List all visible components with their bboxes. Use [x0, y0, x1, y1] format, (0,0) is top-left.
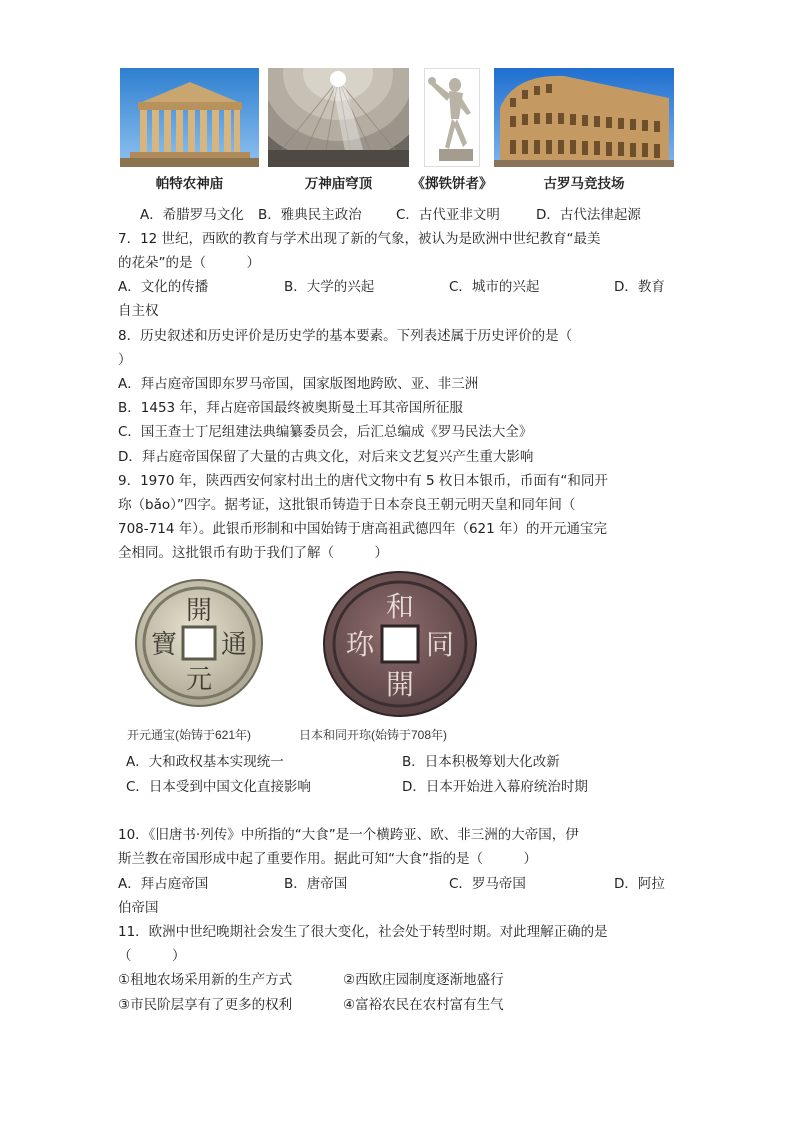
q8-stem-line-2: ） — [118, 352, 132, 368]
caption-parthenon: 帕特农神庙 — [155, 176, 224, 192]
q6-option-b: B．雅典民主政治 — [258, 207, 362, 223]
coin1-char-right: 通 — [220, 630, 248, 660]
parthenon-photo — [120, 68, 259, 167]
coin2-caption: 日本和同开珎(始铸于708年) — [299, 728, 448, 742]
q8-option-c: C．国王查士丁尼组建法典编纂委员会，后汇总编成《罗马民法大全》 — [118, 424, 533, 440]
coin1-caption: 开元通宝(始铸于621年) — [127, 728, 252, 742]
q10-stem-line-2: 斯兰教在帝国形成中起了重要作用。据此可知“大食”指的是（ ） — [118, 851, 537, 867]
q9-option-c: C．日本受到中国文化直接影响 — [126, 779, 311, 795]
q9-option-d: D．日本开始进入幕府统治时期 — [402, 779, 588, 795]
caption-discobolus: 《掷铁饼者》 — [411, 176, 493, 192]
q6-option-c: C．古代亚非文明 — [396, 207, 500, 223]
q9-stem-line-2: 珎（bǎo）”四字。据考证，这批银币铸造于日本奈良王朝元明天皇和同年间（ — [118, 497, 576, 513]
q10-option-d-wrap: 伯帝国 — [118, 900, 159, 916]
wado-kaichin-coin — [322, 570, 478, 718]
q8-stem-line-1: 8．历史叙述和历史评价是历史学的基本要素。下列表述属于历史评价的是（ — [118, 328, 573, 344]
q11-item-4: ④富裕农民在农村富有生气 — [343, 997, 504, 1013]
q11-stem-line-2: （ ） — [118, 948, 186, 964]
q10-option-b: B．唐帝国 — [284, 876, 348, 892]
q8-option-a: A．拜占庭帝国即东罗马帝国，国家版图地跨欧、亚、非三洲 — [118, 376, 479, 392]
q9-option-b: B．日本积极筹划大化改新 — [402, 754, 560, 770]
pantheon-dome-photo — [268, 68, 409, 167]
q10-option-a: A．拜占庭帝国 — [118, 876, 209, 892]
kaiyuan-tongbao-coin — [134, 578, 264, 708]
q11-item-1: ①租地农场采用新的生产方式 — [118, 972, 293, 988]
q10-stem-line-1: 10．《旧唐书·列传》中所指的“大食”是一个横跨亚、欧、非三洲的大帝国，伊 — [118, 827, 579, 843]
q7-option-d: D．教育 — [614, 279, 665, 295]
q11-stem-line-1: 11．欧洲中世纪晚期社会发生了很大变化，社会处于转型时期。对此理解正确的是 — [118, 924, 608, 940]
q7-option-b: B．大学的兴起 — [284, 279, 375, 295]
q8-option-b: B．1453 年，拜占庭帝国最终被奥斯曼土耳其帝国所征服 — [118, 400, 463, 416]
q9-option-a: A．大和政权基本实现统一 — [126, 754, 284, 770]
q7-stem-line-1: 7．12 世纪，西欧的教育与学术出现了新的气象，被认为是欧洲中世纪教育“最美 — [118, 231, 601, 247]
discobolus-photo — [424, 68, 480, 167]
q7-option-d-wrap: 自主权 — [118, 303, 159, 319]
q10-option-c: C．罗马帝国 — [449, 876, 526, 892]
q6-option-a: A．希腊罗马文化 — [140, 207, 244, 223]
q9-stem-line-4: 全相同。这批银币有助于我们了解（ ） — [118, 545, 388, 561]
coin2-char-right: 同 — [425, 628, 455, 661]
q9-stem-line-3: 708-714 年）。此银币形制和中国始铸于唐高祖武德四年（621 年）的开元通宝完 — [118, 521, 608, 537]
q6-option-d: D．古代法律起源 — [536, 207, 641, 223]
coin1-char-left: 寶 — [150, 630, 178, 660]
q11-item-3: ③市民阶层享有了更多的权利 — [118, 997, 293, 1013]
q8-option-d: D．拜占庭帝国保留了大量的古典文化，对后来文艺复兴产生重大影响 — [118, 449, 534, 465]
caption-colosseum: 古罗马竞技场 — [543, 176, 625, 192]
coin1-char-bottom: 元 — [185, 665, 213, 695]
coin1-char-top: 開 — [185, 596, 213, 626]
coin2-char-left: 珎 — [345, 628, 375, 661]
coin2-char-bottom: 開 — [385, 668, 415, 701]
q10-option-d: D．阿拉 — [614, 876, 665, 892]
q11-item-2: ②西欧庄园制度逐渐地盛行 — [343, 972, 504, 988]
colosseum-photo — [494, 68, 674, 167]
caption-pantheon-dome: 万神庙穹顶 — [304, 176, 373, 192]
q7-option-c: C．城市的兴起 — [449, 279, 540, 295]
coin2-char-top: 和 — [385, 590, 415, 623]
q7-option-a: A．文化的传播 — [118, 279, 209, 295]
q7-stem-line-2: 的花朵”的是（ ） — [118, 255, 260, 271]
q9-stem-line-1: 9．1970 年，陕西西安何家村出土的唐代文物中有 5 枚日本银币，币面有“和同开 — [118, 473, 608, 489]
